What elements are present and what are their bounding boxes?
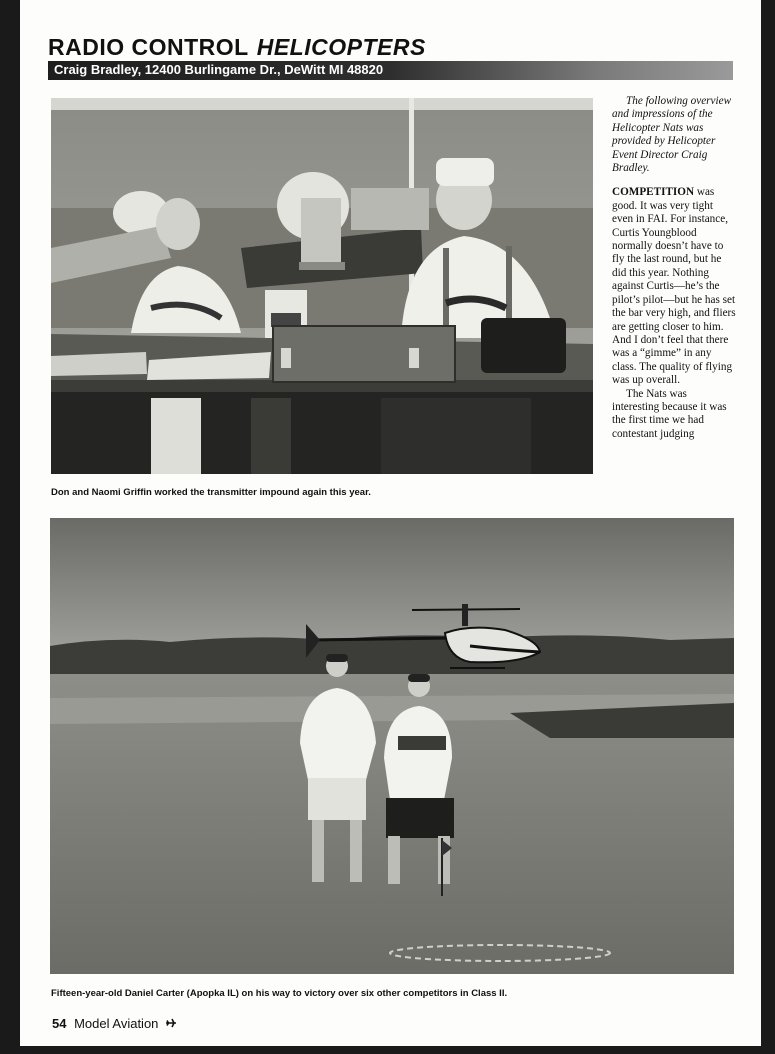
column-title — [48, 34, 426, 61]
paragraph-1-text: was good. It was very tight even in FAI. For instance, Curtis Youngblood normally doesn’t have to fly the last round, but he did this year. Nothing against Curtis—he’s the pilot’s pilot—but he has set the bar very high, and fliers are getting closer to him. And I don’t feel that there was a “gimme” in any class. The quality of flying was up overall. — [612, 186, 736, 387]
article-paragraph-2: The Nats was interesting because it was the first time we had contestant judging — [612, 387, 727, 440]
page-footer — [52, 1016, 177, 1031]
author-contact: Craig Bradley, 12400 Burlingame Dr., DeWitt MI 48820 — [54, 62, 384, 77]
lead-word: COMPETITION — [612, 186, 695, 199]
photo-transmitter-impound — [51, 98, 593, 474]
author-bar — [48, 61, 733, 80]
article-column — [612, 95, 736, 441]
title-main: RADIO CONTROL — [48, 34, 249, 60]
airplane-icon — [165, 1017, 177, 1029]
magazine-page — [20, 0, 761, 1046]
title-italic: HELICOPTERS — [256, 34, 426, 60]
page-number: 54 — [52, 1016, 67, 1031]
magazine-name: Model Aviation — [74, 1016, 159, 1031]
photo-caption-top: Don and Naomi Griffin worked the transmitter impound again this year. — [51, 487, 371, 498]
article-paragraph-1 — [612, 186, 736, 387]
photo-caption-bottom: Fifteen-year-old Daniel Carter (Apopka IL) on his way to victory over six other competitors in Class II. — [51, 988, 508, 999]
article-intro: The following overview and impressions of the Helicopter Nats was provided by Helicopter Event Director Craig Bradley. — [612, 95, 732, 175]
photo-helicopter-flight — [50, 518, 734, 974]
